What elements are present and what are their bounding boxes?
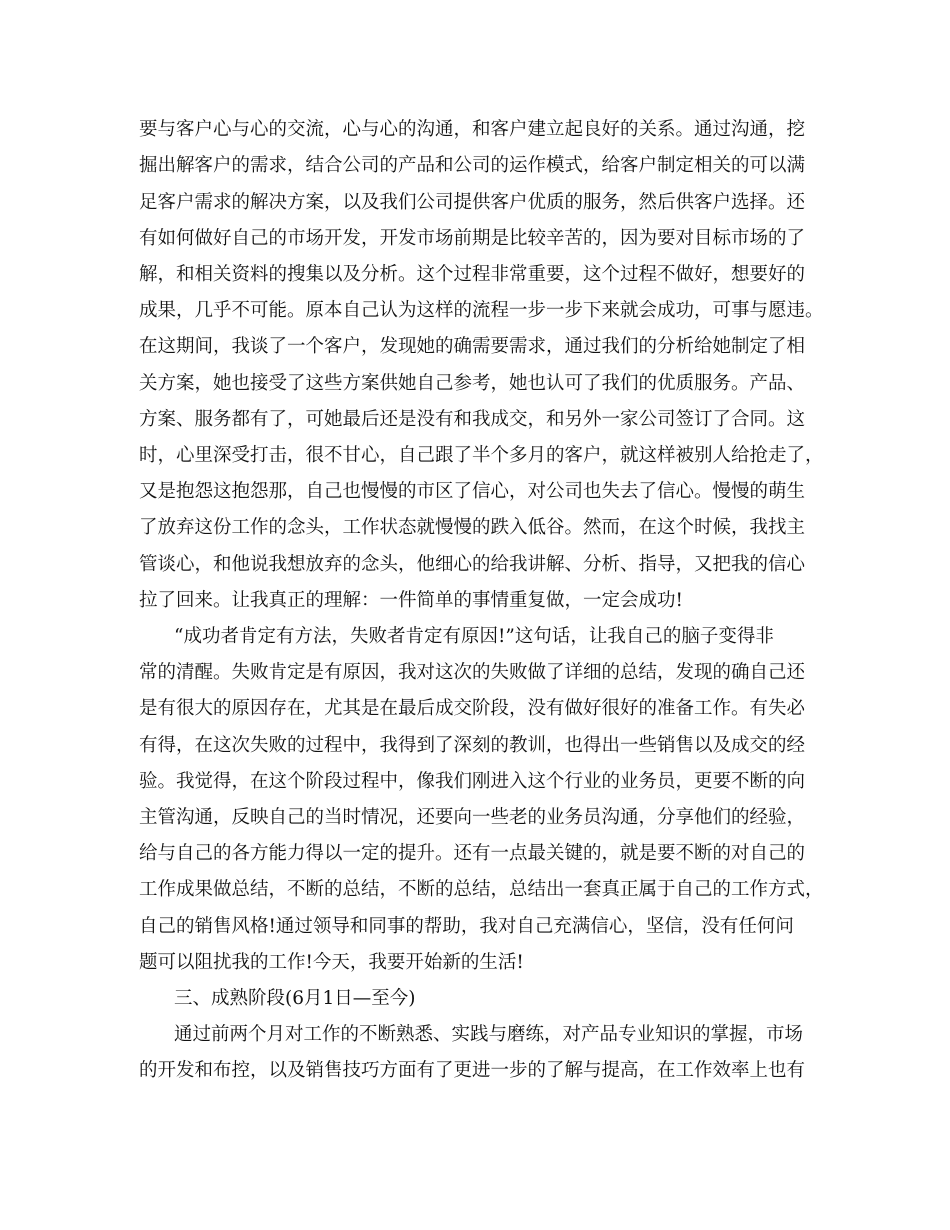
text-line: 有如何做好自己的市场开发，开发市场前期是比较辛苦的，因为要对目标市场的了	[139, 228, 806, 249]
text-line: 成果，几乎不可能。原本自己认为这样的流程一步一步下来就会成功，可事与愿违。	[139, 300, 824, 321]
text-line: 方案、服务都有了，可她最后还是没有和我成交，和另外一家公司签订了合同。这	[139, 409, 806, 430]
text-line: 了放弃这份工作的念头，工作状态就慢慢的跌入低谷。然而，在这个时候，我找主	[139, 517, 806, 538]
text-line: 给与自己的各方能力得以一定的提升。还有一点最关键的，就是要不断的对自己的	[139, 843, 806, 864]
text-line: 自己的销售风格!通过领导和同事的帮助，我对自己充满信心，坚信，没有任何问	[139, 916, 794, 937]
text-line: 是有很大的原因存在，尤其是在最后成交阶段，没有做好很好的准备工作。有失必	[139, 698, 806, 719]
text-line: 的开发和布控，以及销售技巧方面有了更进一步的了解与提高，在工作效率上也有	[139, 1060, 806, 1081]
text-line: 拉了回来。让我真正的理解：一件简单的事情重复做，一定会成功!	[139, 590, 683, 611]
text-line: 题可以阻扰我的工作!今天，我要开始新的生活!	[139, 952, 524, 973]
text-line: 主管沟通，反映自己的当时情况，还要向一些老的业务员沟通，分享他们的经验，	[139, 807, 806, 828]
text-line: 要与客户心与心的交流，心与心的沟通，和客户建立起良好的关系。通过沟通，挖	[139, 119, 806, 140]
text-line: 验。我觉得，在这个阶段过程中，像我们刚进入这个行业的业务员，更要不断的向	[139, 771, 806, 792]
text-line: 常的清醒。失败肯定是有原因，我对这次的失败做了详细的总结，发现的确自己还	[139, 662, 806, 683]
text-line: 工作成果做总结，不断的总结，不断的总结，总结出一套真正属于自己的工作方式，	[139, 879, 824, 900]
text-line: 关方案，她也接受了这些方案供她自己参考，她也认可了我们的优质服务。产品、	[139, 373, 806, 394]
text-line: 在这期间，我谈了一个客户，发现她的确需要需求，通过我们的分析给她制定了相	[139, 336, 806, 357]
text-line: 管谈心，和他说我想放弃的念头，他细心的给我讲解、分析、指导，又把我的信心	[139, 554, 806, 575]
text-line: 足客户需求的解决方案，以及我们公司提供客户优质的服务，然后供客户选择。还	[139, 192, 806, 213]
text-line: 通过前两个月对工作的不断熟悉、实践与磨练，对产品专业知识的掌握，市场	[174, 1024, 804, 1045]
text-line: 又是抱怨这抱怨那，自己也慢慢的市区了信心，对公司也失去了信心。慢慢的萌生	[139, 481, 806, 502]
text-line: “成功者肯定有方法，失败者肯定有原因!”这句话，让我自己的脑子变得非	[174, 626, 774, 647]
text-line: 解，和相关资料的搜集以及分析。这个过程非常重要，这个过程不做好，想要好的	[139, 264, 806, 285]
text-line: 掘出解客户的需求，结合公司的产品和公司的运作模式，给客户制定相关的可以满	[139, 155, 806, 176]
text-line: 时，心里深受打击，很不甘心，自己跟了半个多月的客户，就这样被别人给抢走了，	[139, 445, 824, 466]
section-heading: 三、成熟阶段(6月1日—至今)	[174, 988, 416, 1009]
text-line: 有得，在这次失败的过程中，我得到了深刻的教训，也得出一些销售以及成交的经	[139, 735, 806, 756]
